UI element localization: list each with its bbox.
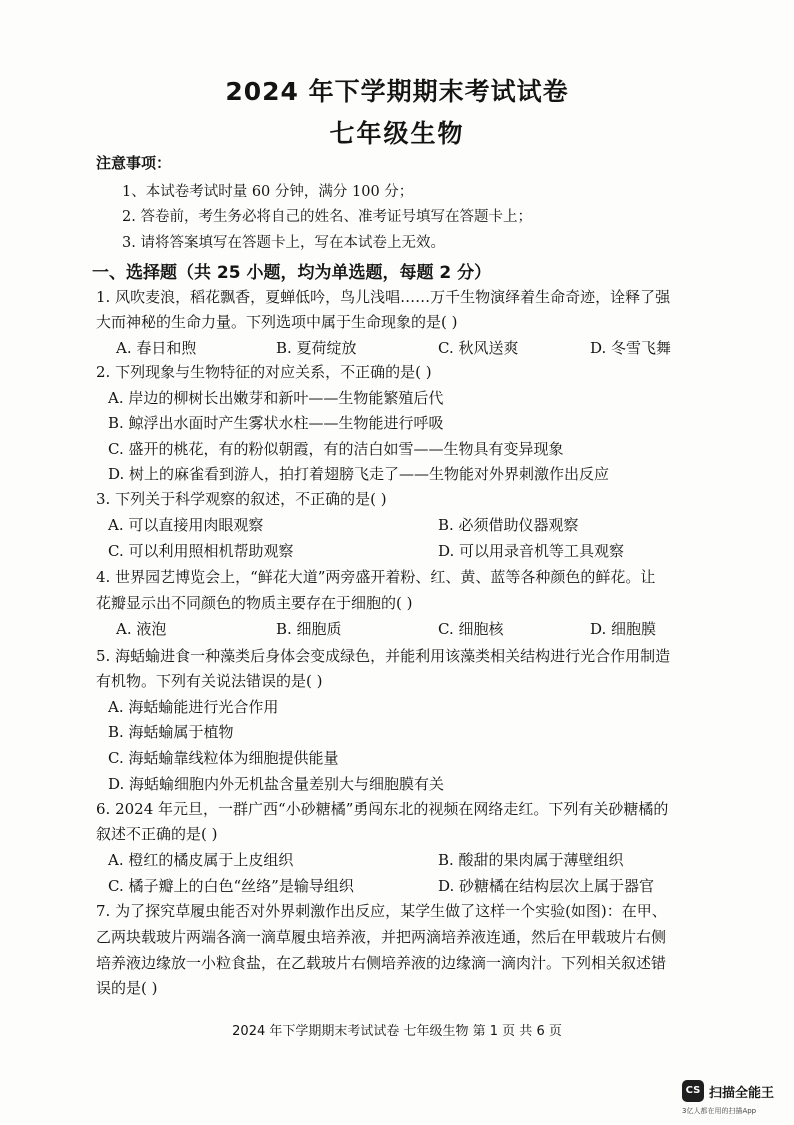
question-text: 叙述不正确的是( )	[96, 825, 218, 843]
option: D. 砂糖橘在结构层次上属于器官	[438, 877, 655, 895]
option: B. 夏荷绽放	[276, 339, 357, 357]
notice-item: 1、本试卷考试时量 60 分钟，满分 100 分；	[122, 184, 414, 200]
option: C. 可以利用照相机帮助观察	[108, 542, 294, 560]
question-text: 有机物。下列有关说法错误的是( )	[96, 672, 323, 690]
option: C. 橘子瓣上的白色“丝络”是输导组织	[108, 877, 354, 895]
question-text: 5. 海蛞蝓进食一种藻类后身体会变成绿色，并能利用该藻类相关结构进行光合作用制造	[96, 647, 671, 665]
option: A. 液泡	[116, 620, 167, 638]
option: D. 细胞膜	[590, 620, 657, 638]
option: C. 盛开的桃花，有的粉似朝霞，有的洁白如雪——生物具有变异现象	[108, 440, 564, 458]
notice-item: 2. 答卷前，考生务必将自己的姓名、准考证号填写在答题卡上；	[122, 209, 532, 225]
option: B. 鲸浮出水面时产生雾状水柱——生物能进行呼吸	[108, 414, 444, 432]
option: C. 秋风送爽	[438, 339, 519, 357]
section-heading: 一、选择题（共 25 小题，均为单选题，每题 2 分）	[92, 263, 492, 283]
option: A. 海蛞蝓能进行光合作用	[108, 698, 279, 716]
option: A. 春日和煦	[116, 339, 197, 357]
option: B. 酸甜的果肉属于薄壁组织	[438, 851, 624, 869]
option: B. 必须借助仪器观察	[438, 516, 579, 534]
option: D. 冬雪飞舞	[590, 339, 672, 357]
question-text: 3. 下列关于科学观察的叙述，不正确的是( )	[96, 490, 387, 508]
question-text: 大而神秘的生命力量。下列选项中属于生命现象的是( )	[96, 313, 458, 331]
notice-heading: 注意事项：	[96, 154, 172, 172]
question-text: 2. 下列现象与生物特征的对应关系，不正确的是( )	[96, 363, 432, 381]
option: A. 可以直接用肉眼观察	[108, 516, 264, 534]
question-text: 7. 为了探究草履虫能否对外界刺激作出反应，某学生做了这样一个实验(如图)：在甲、	[96, 902, 667, 920]
option: A. 橙红的橘皮属于上皮组织	[108, 851, 294, 869]
exam-title: 2024 年下学期期末考试试卷	[225, 77, 569, 106]
question-text: 1. 风吹麦浪，稻花飘香，夏蝉低吟，鸟儿浅唱……万千生物演绎着生命奇迹，诠释了强	[96, 288, 671, 306]
question-text: 误的是( )	[96, 979, 158, 997]
watermark-tagline: 3亿人都在用的扫描App	[682, 1107, 757, 1115]
question-text: 4. 世界园艺博览会上，“鲜花大道”两旁盛开着粉、红、黄、蓝等各种颜色的鲜花。让	[96, 568, 656, 586]
option: A. 岸边的柳树长出嫩芽和新叶——生物能繁殖后代	[108, 389, 444, 407]
question-text: 花瓣显示出不同颜色的物质主要存在于细胞的( )	[96, 594, 413, 612]
option: C. 海蛞蝓靠线粒体为细胞提供能量	[108, 749, 339, 767]
option: B. 海蛞蝓属于植物	[108, 723, 234, 741]
page-footer: 2024 年下学期期末考试试卷 七年级生物 第 1 页 共 6 页	[232, 1024, 562, 1039]
exam-subject: 七年级生物	[329, 119, 465, 148]
option: B. 细胞质	[276, 620, 342, 638]
camscanner-logo-icon: CS	[682, 1080, 704, 1102]
option: D. 树上的麻雀看到游人，拍打着翅膀飞走了——生物能对外界刺激作出反应	[108, 465, 610, 483]
question-text: 乙两块载玻片两端各滴一滴草履虫培养液，并把两滴培养液连通，然后在甲载玻片右侧	[96, 928, 667, 946]
option: D. 海蛞蝓细胞内外无机盐含量差别大与细胞膜有关	[108, 775, 445, 793]
watermark-name: 扫描全能王	[709, 1086, 775, 1101]
camscanner-watermark	[682, 1080, 786, 1120]
question-text: 培养液边缘放一小粒食盐，在乙载玻片右侧培养液的边缘滴一滴肉汁。下列相关叙述错	[96, 954, 667, 972]
option: D. 可以用录音机等工具观察	[438, 542, 625, 560]
question-text: 6. 2024 年元旦，一群广西“小砂糖橘”勇闯东北的视频在网络走红。下列有关砂糖橘的	[96, 800, 669, 818]
notice-item: 3. 请将答案填写在答题卡上，写在本试卷上无效。	[122, 235, 445, 251]
option: C. 细胞核	[438, 620, 504, 638]
